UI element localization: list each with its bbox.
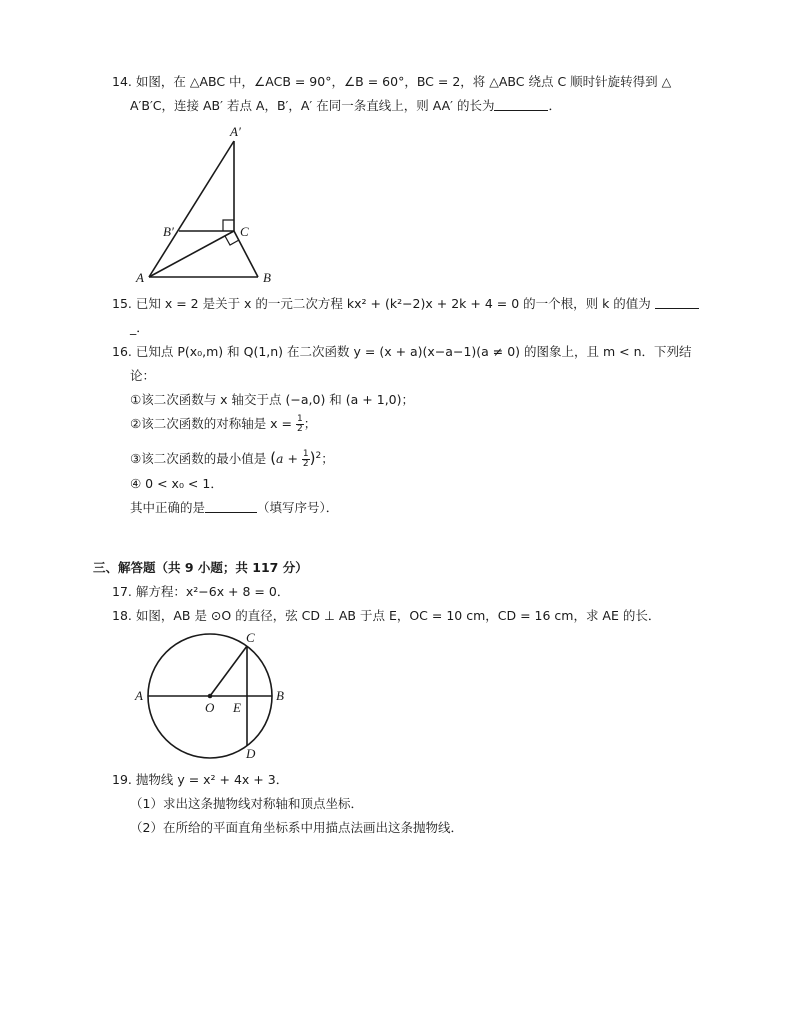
q16-answer-blank xyxy=(205,500,257,513)
fraction-numerator: 1 xyxy=(302,449,309,460)
q19-text: 19. 抛物线 y = x² + 4x + 3． xyxy=(112,772,289,787)
q16-item3-expr: ( xyxy=(270,449,277,468)
q16-item3 xyxy=(130,447,334,469)
label-a: A xyxy=(136,270,144,285)
q16-item3-exponent: 2 xyxy=(315,451,322,461)
q16-item3-end: ； xyxy=(321,451,334,467)
q16-line2: 论： xyxy=(130,368,156,383)
q14-line2-end: ． xyxy=(548,98,561,113)
q14-line1: 14. 如图，在 △ABC 中，∠ACB = 90°，∠B = 60°，BC = 2，将 △ABC 绕点 C 顺时针旋转得到 △ xyxy=(112,74,672,89)
label-b: B xyxy=(263,270,271,285)
q18-text: 18. 如图，AB 是 ⊙O 的直径，弦 CD ⊥ AB 于点 E，OC = 10 cm，CD = 16 cm，求 AE 的长． xyxy=(112,608,661,623)
radius-oc xyxy=(210,646,247,696)
q16-item1: ①该二次函数与 x 轴交于点 (−a,0) 和 (a + 1,0)； xyxy=(130,392,414,407)
label-a-prime: A′ xyxy=(230,124,241,139)
center-point-o xyxy=(208,694,213,699)
q16-answer-end: （填写序号）． xyxy=(257,500,339,515)
q16-answer-line xyxy=(130,499,338,517)
label-b: B xyxy=(276,688,284,703)
q19-part1: （1）求出这条抛物线对称轴和顶点坐标． xyxy=(130,796,363,811)
q14-triangle-figure xyxy=(130,120,290,290)
q16-item2-end: ； xyxy=(303,416,317,431)
q15-line1 xyxy=(112,295,699,313)
q16-item2-fraction xyxy=(296,415,304,434)
segment-a-aprime xyxy=(149,141,234,277)
q16-answer-text: 其中正确的是 xyxy=(130,500,206,515)
q15-line1-text: 15. 已知 x = 2 是关于 x 的一元二次方程 kx² + (k²−2)x + 2k + 4 = 0 的一个根，则 k 的值为 xyxy=(112,296,651,311)
q15-answer-blank xyxy=(655,296,699,309)
label-o: O xyxy=(205,700,215,715)
label-a: A xyxy=(135,688,143,703)
label-c: C xyxy=(240,224,249,239)
q17-text: 17. 解方程：x²−6x + 8 = 0． xyxy=(112,584,290,599)
q14-answer-blank xyxy=(494,98,548,111)
segment-a-c xyxy=(149,231,234,277)
fraction-denominator: 2 xyxy=(302,459,309,470)
q16-item2 xyxy=(130,415,316,434)
q15-line2: _． xyxy=(130,320,149,335)
q16-item2-text: ②该二次函数的对称轴是 x = xyxy=(130,416,296,431)
q16-item3-close: ) xyxy=(309,449,316,468)
label-b-prime: B′ xyxy=(163,224,174,239)
q16-item4: ④ 0 < x₀ < 1． xyxy=(130,476,223,491)
label-d: D xyxy=(246,746,256,761)
q18-circle-figure xyxy=(130,628,300,764)
q19-part2: （2）在所给的平面直角坐标系中用描点法画出这条抛物线． xyxy=(130,820,463,835)
q14-line2-text: A′B′C，连接 AB′ 若点 A，B′，A′ 在同一条直线上，则 AA′ 的长为 xyxy=(130,98,495,113)
right-angle-mark-aprime-c xyxy=(223,220,234,231)
label-e: E xyxy=(233,700,241,715)
label-c: C xyxy=(246,630,255,645)
q16-line1: 16. 已知点 P(x₀,m) 和 Q(1,n) 在二次函数 y = (x + a)(x−a−1)(a ≠ 0) 的图象上，且 m < n．下列结 xyxy=(112,344,692,359)
q14-line2 xyxy=(130,97,561,115)
fraction-denominator: 2 xyxy=(297,424,303,434)
q16-item3-a: a + xyxy=(276,451,302,467)
q16-item3-fraction xyxy=(302,450,310,469)
section3-heading: 三、解答题（共 9 小题；共 117 分） xyxy=(93,560,308,575)
q16-item3-text: ③该二次函数的最小值是 xyxy=(130,451,271,467)
fraction-numerator: 1 xyxy=(297,414,303,424)
